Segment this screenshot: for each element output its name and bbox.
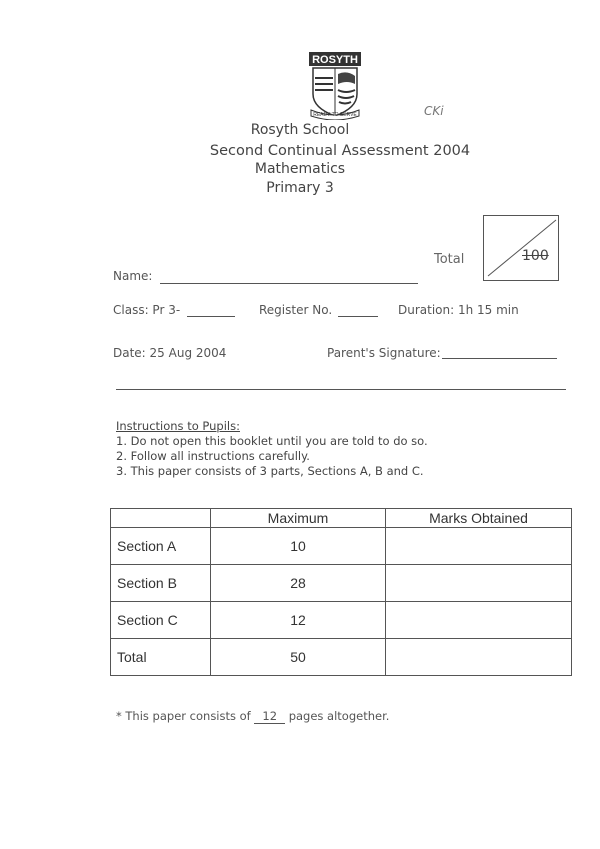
table-header-cell: [111, 509, 211, 528]
total-label: Total: [434, 252, 465, 267]
school-crest-logo: [305, 50, 365, 120]
subject-title: Mathematics: [254, 161, 346, 177]
name-label: Name:: [113, 269, 153, 283]
table-header-marks-obtained: Marks Obtained: [386, 509, 572, 528]
level-title: Primary 3: [266, 180, 334, 196]
table-header-row: [111, 509, 572, 528]
parent-signature-label: Parent's Signature:: [327, 346, 441, 360]
instructions-title: Instructions to Pupils:: [116, 419, 240, 433]
svg-text:READY TO SERVE: READY TO SERVE: [313, 112, 357, 118]
handwritten-mark: CKi: [424, 104, 444, 118]
parent-signature-field[interactable]: [442, 358, 557, 359]
marks-table: [110, 508, 572, 676]
section-max: 28: [211, 565, 386, 602]
table-row: [111, 565, 572, 602]
total-max-score: 100: [522, 248, 549, 264]
register-label: Register No.: [259, 303, 333, 317]
name-field[interactable]: [160, 283, 418, 284]
section-name: Total: [111, 639, 211, 676]
section-max: 50: [211, 639, 386, 676]
footer-suffix: pages altogether.: [288, 709, 390, 723]
section-name: Section C: [111, 602, 211, 639]
table-row: [111, 528, 572, 565]
page-count-note: [116, 709, 389, 724]
table-row-total: [111, 639, 572, 676]
section-obtained-field[interactable]: [386, 602, 572, 639]
section-name: Section B: [111, 565, 211, 602]
page-count-value: 12: [254, 709, 285, 724]
section-max: 10: [211, 528, 386, 565]
assessment-title: Second Continual Assessment 2004: [209, 143, 471, 159]
instruction-item: 1. Do not open this booklet until you are told to do so.: [116, 434, 428, 448]
class-field[interactable]: [187, 316, 235, 317]
section-divider: [116, 389, 566, 390]
section-obtained-field[interactable]: [386, 639, 572, 676]
table-row: [111, 602, 572, 639]
school-name: Rosyth School: [250, 122, 350, 138]
class-label: Class: Pr 3-: [113, 303, 181, 317]
section-obtained-field[interactable]: [386, 528, 572, 565]
section-name: Section A: [111, 528, 211, 565]
footer-prefix: * This paper consists of: [116, 709, 251, 723]
duration-label: Duration: 1h 15 min: [398, 303, 519, 317]
register-field[interactable]: [338, 316, 378, 317]
date-label: Date: 25 Aug 2004: [113, 346, 227, 360]
section-max: 12: [211, 602, 386, 639]
table-header-maximum: Maximum: [211, 509, 386, 528]
instruction-item: 3. This paper consists of 3 parts, Sections A, B and C.: [116, 464, 424, 478]
svg-text:ROSYTH: ROSYTH: [312, 54, 358, 66]
section-obtained-field[interactable]: [386, 565, 572, 602]
instruction-item: 2. Follow all instructions carefully.: [116, 449, 310, 463]
